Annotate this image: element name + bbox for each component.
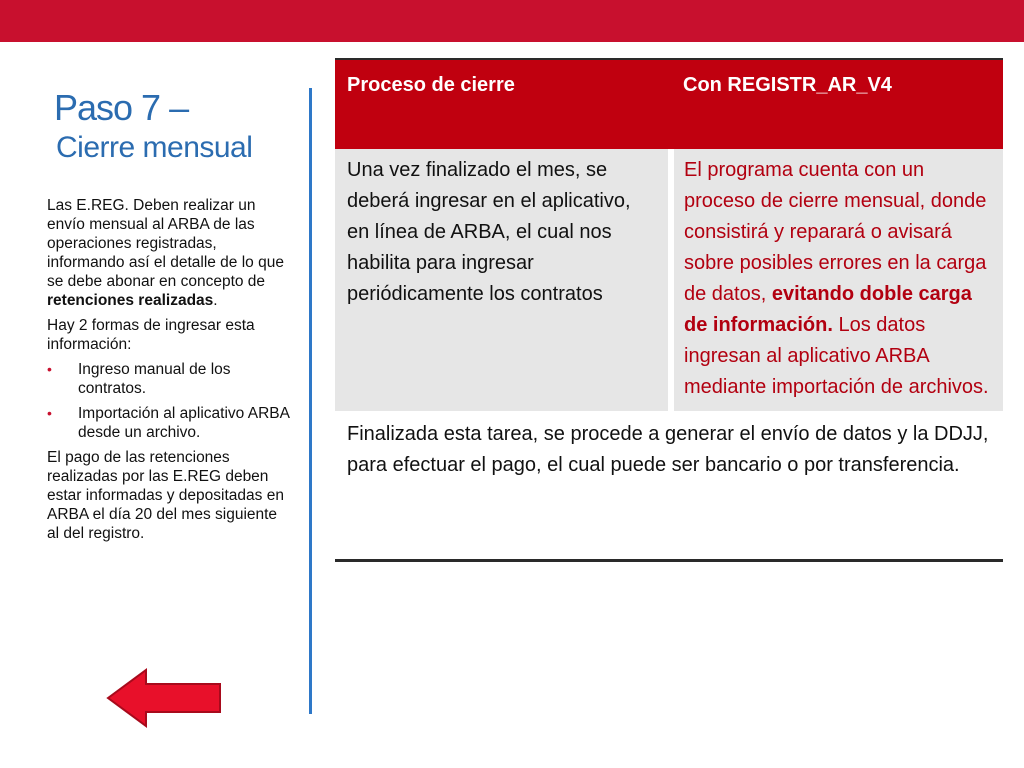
bullet-icon: • bbox=[47, 405, 52, 421]
table-header-registrar: Con REGISTR_AR_V4 bbox=[671, 59, 1003, 149]
sidebar-bold-phrase: retenciones realizadas bbox=[47, 292, 214, 309]
back-arrow-icon[interactable] bbox=[106, 668, 222, 728]
sidebar-paragraph-1: Las E.REG. Deben realizar un envío mensual al ARBA de las operaciones registradas, informando así el detalle de lo que se debe abonar en concepto de retenciones realizadas. bbox=[47, 197, 284, 309]
table-header-process: Proceso de cierre bbox=[335, 59, 671, 149]
sidebar-paragraph-2: Hay 2 formas de ingresar esta información: bbox=[47, 317, 255, 353]
table-cell-process: Una vez finalizado el mes, se deberá ingresar en el aplicativo, en línea de ARBA, el cual nos habilita para ingresar periódicamente los contratos bbox=[335, 149, 671, 411]
slide-title bbox=[54, 86, 304, 166]
top-banner bbox=[0, 0, 1024, 42]
title-sub: Cierre mensual bbox=[56, 131, 253, 164]
comparison-table bbox=[335, 58, 1003, 562]
sidebar-paragraph-3: El pago de las retenciones realizadas por las E.REG deben estar informadas y depositadas en ARBA el día 20 del mes siguiente al del registro. bbox=[47, 449, 284, 542]
sidebar-text bbox=[47, 196, 292, 549]
title-main: Paso 7 – bbox=[54, 87, 189, 128]
table-cell-summary: Finalizada esta tarea, se procede a generar el envío de datos y la DDJJ, para efectuar el pago, el cual puede ser bancario o por transferencia. bbox=[335, 411, 1003, 561]
list-item: • Ingreso manual de los contratos. bbox=[47, 361, 231, 397]
list-item: • Importación al aplicativo ARBA desde un archivo. bbox=[47, 405, 290, 441]
emphasis-text: evitando doble carga de información. bbox=[684, 283, 972, 336]
vertical-divider bbox=[309, 88, 312, 714]
table-cell-registrar: El programa cuenta con un proceso de cierre mensual, donde consistirá y reparará o avisará sobre posibles errores en la carga de datos, evitando doble carga de información. Los datos ingresan al aplicativo ARBA mediante importación de archivos. bbox=[671, 149, 1003, 411]
bullet-icon: • bbox=[47, 361, 52, 377]
sidebar-bullet-list bbox=[47, 360, 292, 442]
